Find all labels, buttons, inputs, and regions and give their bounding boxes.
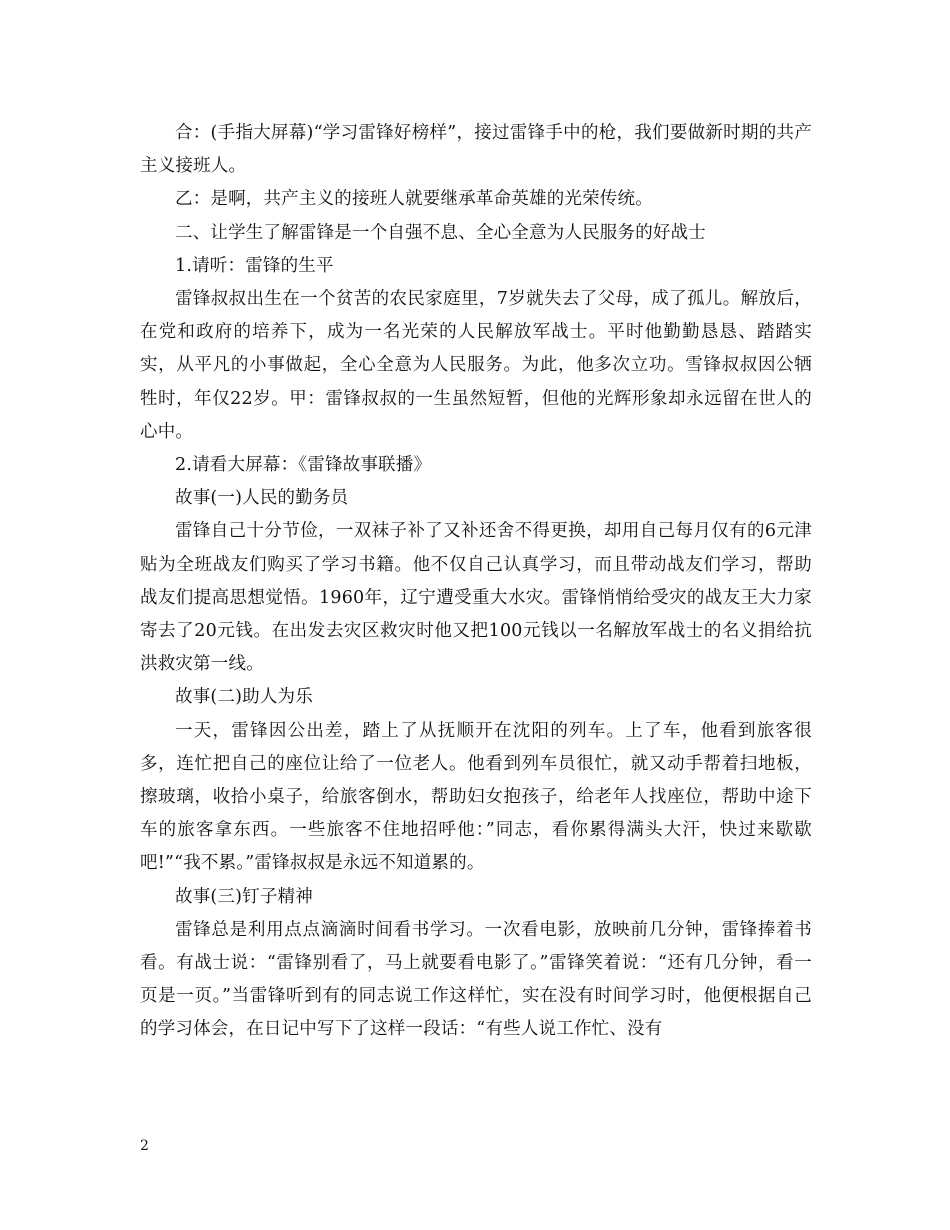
paragraph-chorus-line: 合：(手指大屏幕)“学习雷锋好榜样”，接过雷锋手中的枪，我们要做新时期的共产主义接班人。 (140, 123, 812, 177)
paragraph-story-one: 雷锋自己十分节俭，一双袜子补了又补还舍不得更换，却用自己每月仅有的6元津贴为全班战友们购买了学习书籍。他不仅自己认真学习，而且带动战友们学习，帮助战友们提高思想觉悟。1960年，辽宁遭受重大水灾。雷锋悄悄给受灾的战友王大力家寄去了20元钱。在出发去灾区救灾时他又把100元钱以一名解放军战士的名义捐给抗洪救灾第一线。 (140, 521, 812, 675)
section-heading-two: 二、让学生了解雷锋是一个自强不息、全心全意为人民服务的好战士 (175, 222, 706, 243)
paragraph-biography: 雷锋叔叔出生在一个贫苦的农民家庭里，7岁就失去了父母，成了孤儿。解放后，在党和政府的培养下，成为一名光荣的人民解放军战士。平时他勤勤恳恳、踏踏实实，从平凡的小事做起，全心全意为人民服务。为此，他多次立功。雪锋叔叔因公牺牲时，年仅22岁。甲：雷锋叔叔的一生虽然短暂，但他的光辉形象却永远留在世人的心中。 (140, 289, 812, 442)
story-heading-two: 故事(二)助人为乐 (175, 687, 313, 708)
paragraph-story-three: 雷锋总是利用点点滴滴时间看书学习。一次看电影，放映前几分钟，雷锋捧着书看。有战士说：“雷锋别看了，马上就要看电影了。”雷锋笑着说：“还有几分钟，看一页是一页。”当雷锋听到有的同志说工作这样忙，实在没有时间学习时，他便根据自己的学习体会，在日记中写下了这样一段话：“有些人说工作忙、没有 (140, 919, 812, 1040)
page-number: 2 (140, 1138, 149, 1154)
subheading-listen-biography: 1.请听：雷锋的生平 (175, 255, 334, 276)
subheading-watch-screen: 2.请看大屏幕：《雷锋故事联播》 (175, 455, 432, 476)
paragraph-yi-line: 乙：是啊，共产主义的接班人就要继承革命英雄的光荣传统。 (175, 189, 653, 210)
document-body (140, 117, 812, 1047)
paragraph-story-two: 一天，雷锋因公出差，踏上了从抚顺开在沈阳的列车。上了车，他看到旅客很多，连忙把自己的座位让给了一位老人。他看到列车员很忙，就又动手帮着扫地板，擦玻璃，收拾小桌子，给旅客倒水，帮助妇女抱孩子，给老年人找座位，帮助中途下车的旅客拿东西。一些旅客不住地招呼他：”同志，看你累得满头大汗，快过来歇歇吧!”“我不累。”雷锋叔叔是永远不知道累的。 (140, 720, 812, 874)
story-heading-one: 故事(一)人民的勤务员 (175, 488, 349, 509)
story-heading-three: 故事(三)钉子精神 (175, 886, 313, 907)
